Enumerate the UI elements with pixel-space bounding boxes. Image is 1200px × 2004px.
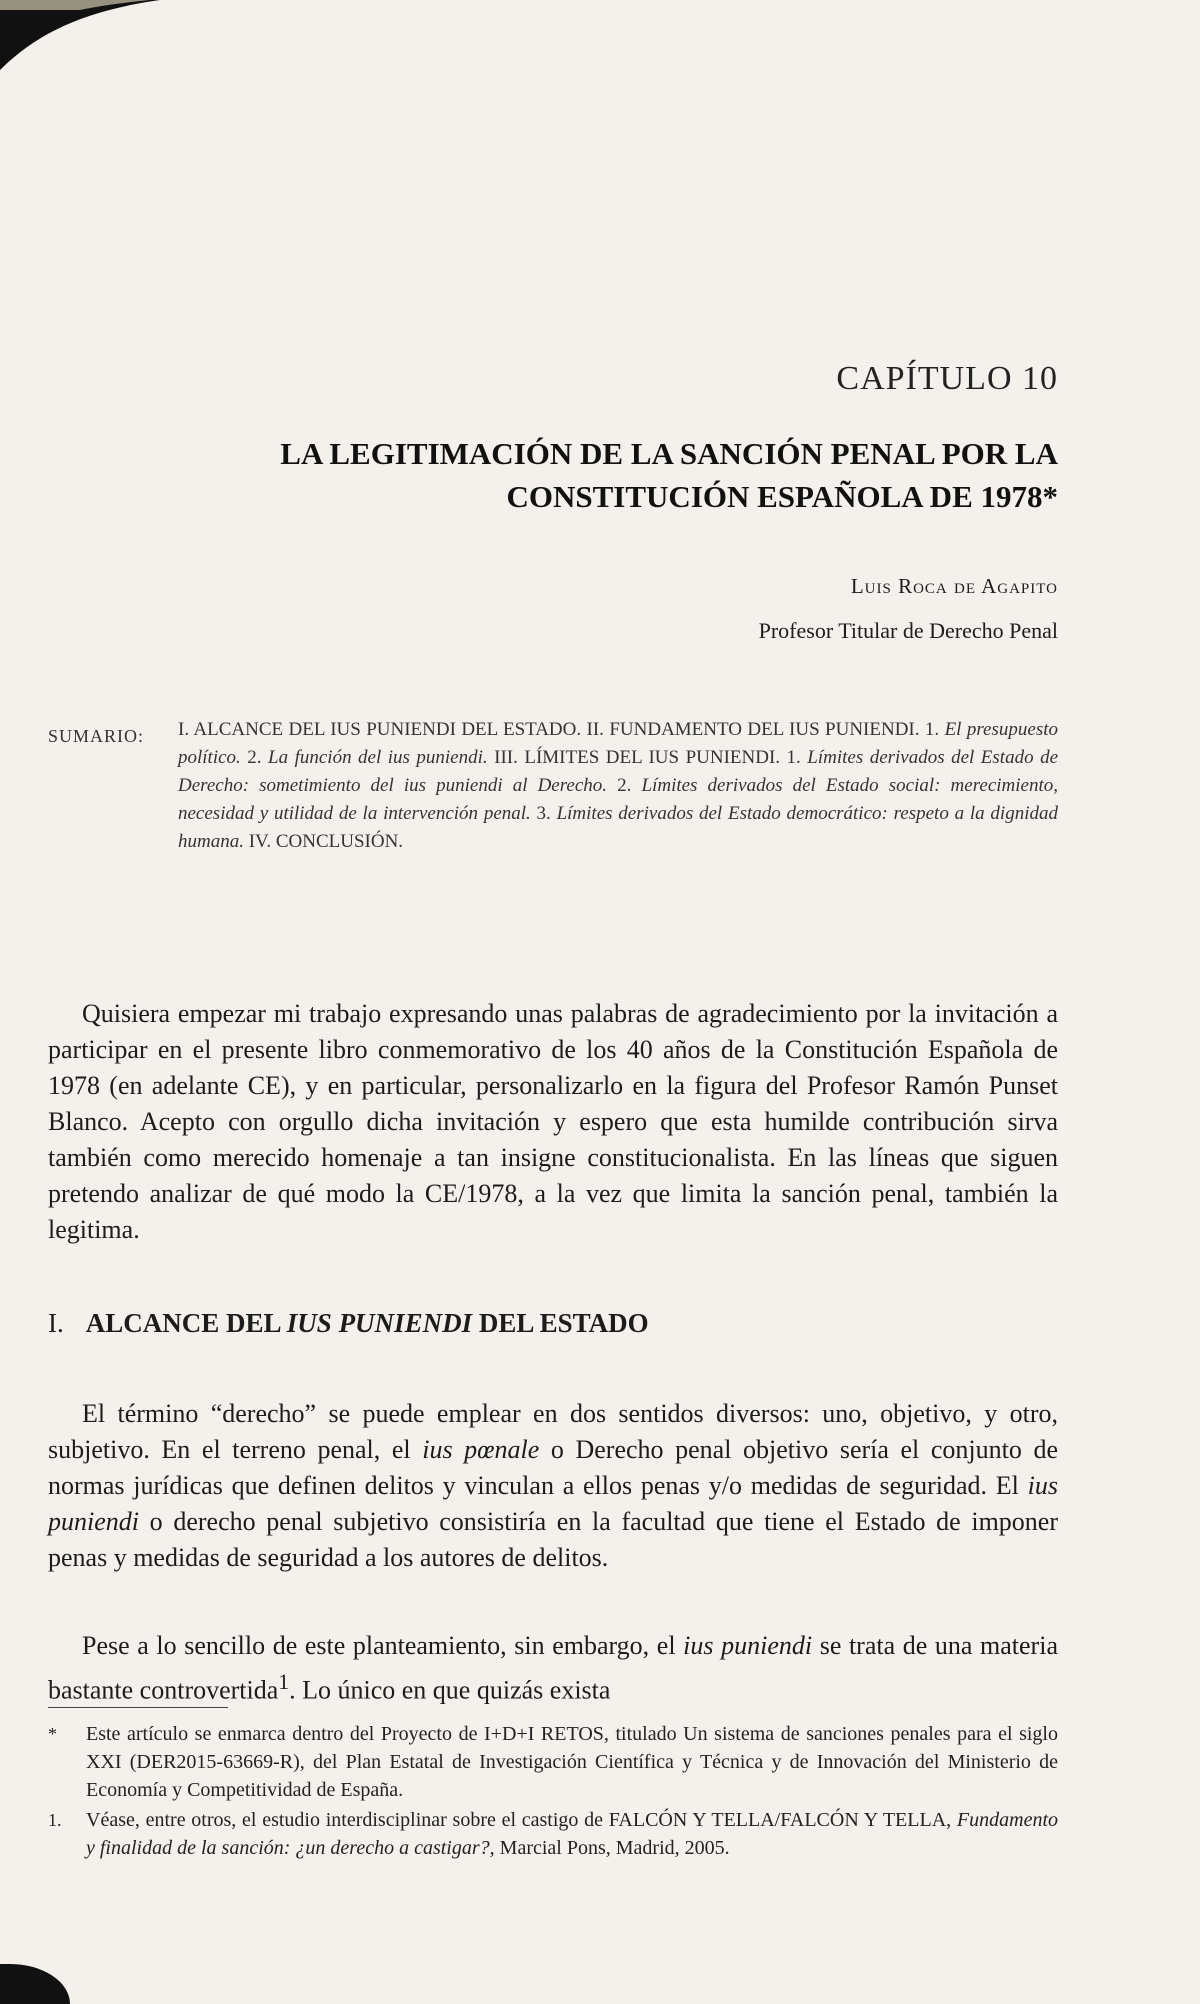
text-run: se trata de una materia bastante controvertida	[48, 1631, 1058, 1705]
footnote-mark: 1.	[48, 1810, 62, 1830]
footnote-text	[86, 1806, 1058, 1862]
text-run: o derecho penal subjetivo consistiría en la facultad que tiene el Estado de imponer penas y medidas de seguridad a los autores de delitos.	[48, 1507, 1058, 1572]
text-run-italic: ius pœnale	[422, 1435, 540, 1464]
text-run: Véase, entre otros, el estudio interdisciplinar sobre el castigo de FALCÓN Y TELLA/FALCÓN Y TELLA,	[86, 1809, 957, 1831]
footnote-star	[48, 1720, 1058, 1804]
summary-part: III. LÍMITES DEL IUS PUNIENDI. 1.	[487, 747, 808, 768]
text-run: Marcial Pons, Madrid, 2005.	[494, 1837, 730, 1859]
body-paragraph-1	[48, 1396, 1058, 1576]
author-affiliation: Profesor Titular de Derecho Penal	[758, 618, 1058, 643]
summary-part-italic: Límites derivados del Estado de Derecho: sometimiento del ius puniendi al Derecho.	[178, 747, 1059, 796]
chapter-number: CAPÍTULO 10	[836, 360, 1058, 397]
summary-text	[178, 716, 1058, 856]
text-run: . Lo único en que quizás exista	[289, 1675, 611, 1705]
book-page	[48, 0, 1058, 2004]
section-number: I.	[48, 1308, 64, 1338]
summary-part-italic: Límites derivados del Estado democrático: respeto a la dignidad humana.	[178, 803, 1058, 852]
section-title-part: DEL ESTADO	[472, 1308, 649, 1338]
body-paragraph-2	[48, 1628, 1058, 1709]
footnote-text: Este artículo se enmarca dentro del Proyecto de I+D+I RETOS, titulado Un sistema de sanciones penales para el siglo XXI (DER2015-63669-R), del Plan Estatal de Investigación Científica y Técnica y de Innovación del Ministerio de Economía y Competitividad de España.	[86, 1723, 1058, 1801]
summary-part: 3.	[530, 803, 557, 824]
section-title-part: ALCANCE DEL	[85, 1308, 287, 1338]
section-title-italic: IUS PUNIENDI	[286, 1308, 473, 1338]
summary-part: 2.	[240, 747, 269, 768]
author-name: Luis Roca de Agapito	[850, 574, 1058, 598]
summary-label: SUMARIO:	[48, 726, 145, 746]
text-run-italic: ius puniendi	[48, 1471, 1058, 1536]
summary-part: IV. CONCLUSIÓN.	[243, 831, 404, 852]
chapter-title-line1: LA LEGITIMACIÓN DE LA SANCIÓN PENAL POR LA	[280, 436, 1058, 471]
text-run: o Derecho penal objetivo sería el conjunto de normas jurídicas que definen delitos y vinculan a ellos penas y/o medidas de seguridad. El	[48, 1435, 1058, 1500]
summary-part-italic: El presupuesto político.	[178, 719, 1058, 768]
footnote-ref[interactable]: 1	[278, 1670, 290, 1694]
text-run-italic: ius puniendi	[683, 1631, 813, 1660]
summary-part: 2.	[607, 775, 642, 796]
section-heading	[48, 1308, 649, 1339]
text-run: El término “derecho” se puede emplear en dos sentidos diversos: uno, objetivo, y otro, subjetivo. En el terreno penal, el	[48, 1399, 1058, 1464]
intro-paragraph: Quisiera empezar mi trabajo expresando unas palabras de agradecimiento por la invitación a participar en el presente libro conmemorativo de los 40 años de la Constitución Española de 1978 (en adelante CE), y en particular, personalizarlo en la figura del Profesor Ramón Punset Blanco. Acepto con orgullo dicha invitación y espero que esta humilde contribución sirva también como merecido homenaje a tan insigne constitucionalista. En las líneas que siguen pretendo analizar de qué modo la CE/1978, a la vez que limita la sanción penal, también la legitima.	[48, 999, 1058, 1244]
text-run-italic: Fundamento y finalidad de la sanción: ¿un derecho a castigar?,	[86, 1809, 1058, 1859]
chapter-title	[158, 432, 1058, 518]
summary-part: I. ALCANCE DEL IUS PUNIENDI DEL ESTADO. II. FUNDAMENTO DEL IUS PUNIENDI. 1.	[178, 719, 945, 740]
summary-part-italic: Límites derivados del Estado social: merecimiento, necesidad y utilidad de la intervención penal.	[178, 775, 1059, 824]
summary-part-italic: La función del ius puniendi.	[268, 747, 488, 768]
footnote-mark: *	[48, 1724, 57, 1744]
text-run: Pese a lo sencillo de este planteamiento, sin embargo, el	[82, 1631, 684, 1660]
footnote-divider	[48, 1707, 228, 1708]
footnote-1	[48, 1806, 1058, 1862]
chapter-title-line2: CONSTITUCIÓN ESPAÑOLA DE 1978*	[506, 479, 1058, 514]
